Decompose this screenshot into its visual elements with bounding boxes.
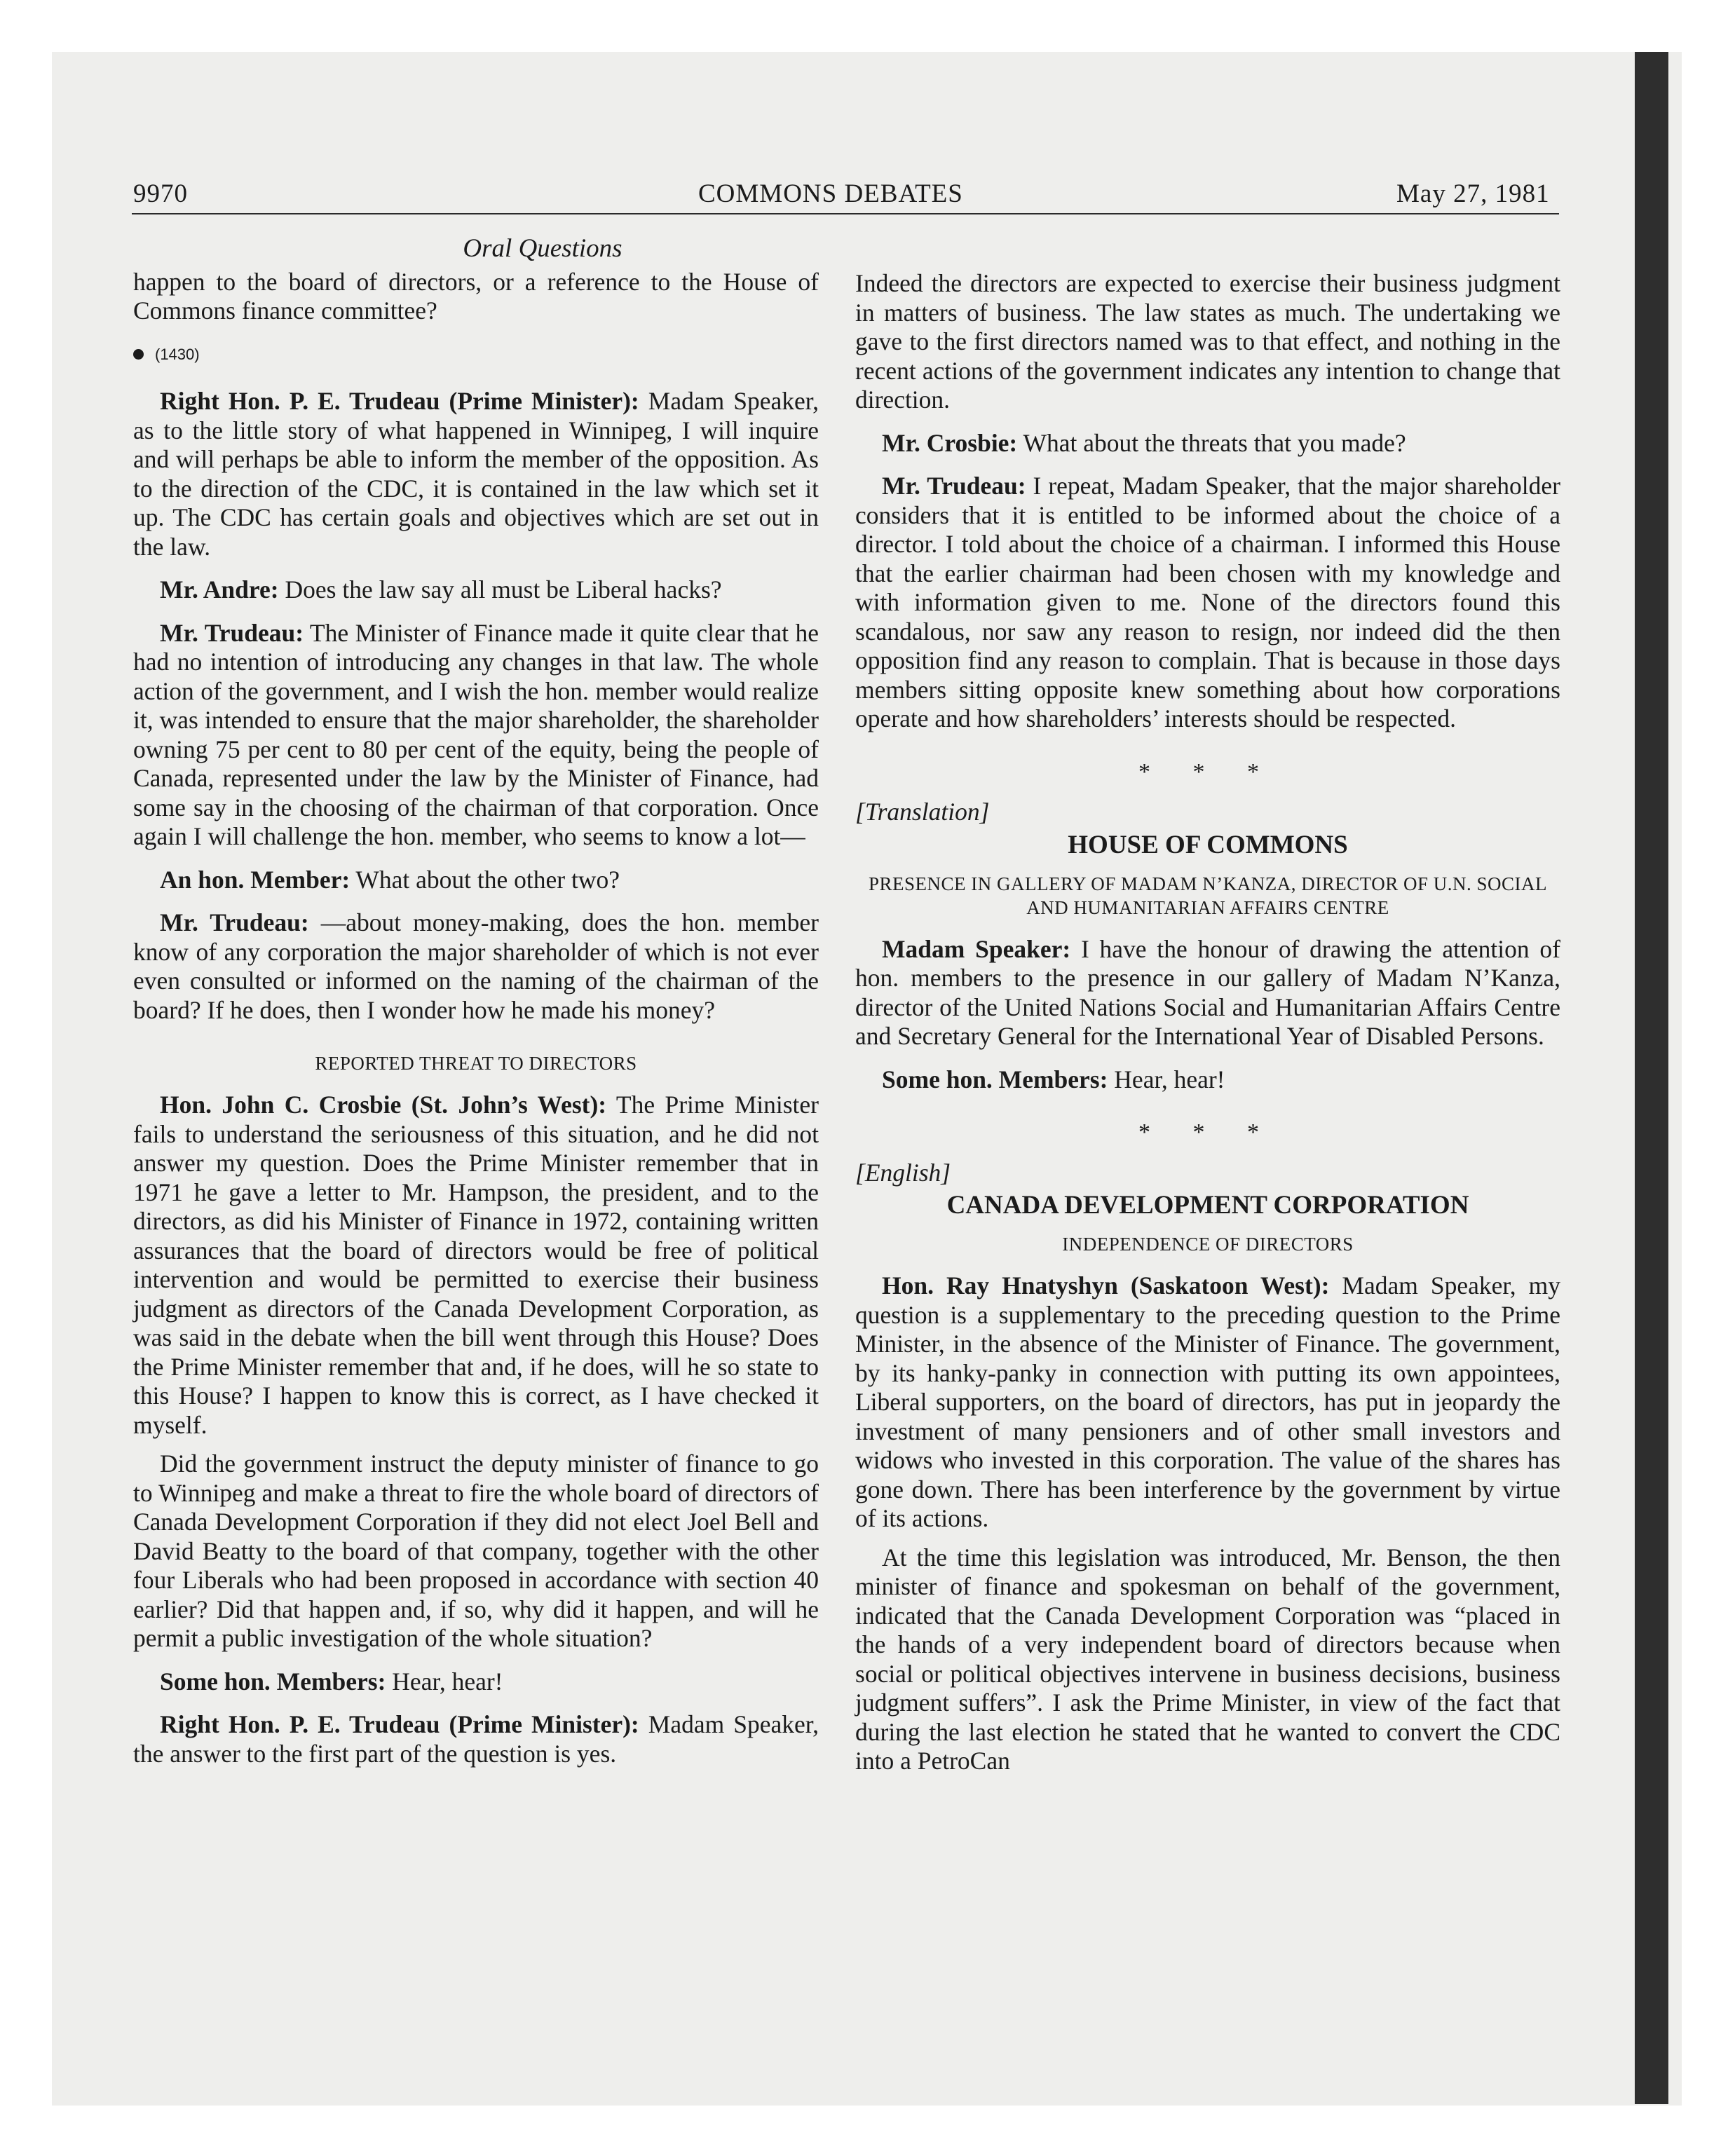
speech-text: —about money-making, does the hon. member know of any corporation the major shareholder of which is not ever even consulted or informed on the naming of the chairman of the board? If he does, then I wonder how he made his money? bbox=[133, 908, 819, 1024]
speaker-name: Mr. Trudeau: bbox=[160, 618, 304, 647]
speaker-name: Madam Speaker: bbox=[882, 934, 1071, 963]
page-number: 9970 bbox=[133, 179, 188, 208]
speaker-name: Mr. Andre: bbox=[160, 575, 279, 603]
section-label: Oral Questions bbox=[463, 234, 622, 263]
paragraph bbox=[855, 935, 1560, 1051]
speaker-name: Hon. John C. Crosbie (St. John’s West): bbox=[160, 1091, 607, 1119]
speech-text: I repeat, Madam Speaker, that the major shareholder considers that it is entitled to be informed about the choice of a director. I told about the choice of a chairman. I informed this House that the earlier chairman had been chosen with my knowledge and with information given to me. None of the directors found this scandalous, nor saw any reason to resign, nor indeed did the then opposition find any reason to complain. That is because in those days members sitting opposite knew something about how corporations operate and how shareholders’ interests should be respected. bbox=[855, 472, 1560, 732]
speaker-name: Right Hon. P. E. Trudeau (Prime Minister): bbox=[160, 1710, 639, 1738]
bullet-icon bbox=[133, 349, 144, 360]
speech-text: Does the law say all must be Liberal hacks? bbox=[278, 575, 722, 603]
publication-date: May 27, 1981 bbox=[1396, 179, 1550, 208]
speaker-name: Hon. Ray Hnatyshyn (Saskatoon West): bbox=[882, 1271, 1330, 1299]
paragraph: Did the government instruct the deputy minister of finance to go to Winnipeg and make a threat to fire the whole board of directors of Canada Development Corporation if they did not elect Joel Bell and David Beatty to the board of that company, together with the other four Liberals who had been proposed in accordance with section 40 earlier? Did that happen and, if so, why did it happen, and will he permit a public investigation of the whole situation? bbox=[133, 1449, 819, 1652]
speaker-name: An hon. Member: bbox=[160, 865, 351, 894]
speaker-name: Some hon. Members: bbox=[160, 1667, 386, 1696]
paragraph bbox=[133, 619, 819, 852]
paragraph: Indeed the directors are expected to exercise their business judgment in matters of business. The law states as much. The undertaking we gave to the first directors named was to that effect, and nothing in the recent actions of the government indicates any intention to change that direction. bbox=[855, 269, 1560, 414]
heading-house-of-commons: HOUSE OF COMMONS bbox=[1068, 830, 1348, 859]
speaker-name: Mr. Trudeau: bbox=[160, 908, 309, 936]
section-separator: * * * bbox=[1138, 1119, 1277, 1145]
scan-edge-shadow bbox=[1635, 52, 1668, 2104]
speech-text: Madam Speaker, my question is a supplementary to the preceding question to the Prime Minister, in the absence of the Minister of Finance. The government, by its hanky-panky in connection with putting its own appointees, Liberal supporters, on the board of directors, has put in jeopardy the investment of many pensioners and of other small investors and widows who invested in this corporation. The value of the shares has gone down. There has been interference by the government by virtue of its actions. bbox=[855, 1271, 1560, 1532]
heading-canada-development-corporation: CANADA DEVELOPMENT CORPORATION bbox=[946, 1191, 1469, 1220]
paragraph bbox=[133, 908, 819, 1025]
time-marker bbox=[133, 340, 819, 369]
language-note-english: [English] bbox=[855, 1158, 951, 1187]
left-column bbox=[133, 234, 819, 1782]
paragraph bbox=[855, 1065, 1560, 1095]
speaker-name: Right Hon. P. E. Trudeau (Prime Minister): bbox=[160, 387, 639, 415]
paragraph bbox=[133, 866, 819, 895]
speech-text: The Minister of Finance made it quite clear that he had no intention of introducing any changes in that law. The whole action of the government, and I wish the hon. member would realize it, was intended to ensure that the major shareholder, the shareholder owning 75 per cent to 80 per cent of the equity, being the people of Canada, represented under the law by the Minister of Finance, had some say in the choosing of the chairman of that corporation. Once again I will challenge the hon. member, who seems to know a lot— bbox=[133, 618, 819, 850]
paragraph bbox=[133, 575, 819, 605]
paragraph bbox=[855, 429, 1560, 458]
header-rule bbox=[132, 213, 1559, 214]
time-marker-label: (1430) bbox=[155, 345, 200, 363]
speech-text: Madam Speaker, as to the little story of what happened in Winnipeg, I will inquire and will perhaps be able to inform the member of the opposition. As to the direction of the CDC, it is contained in the law which set it up. The CDC has certain goals and objectives which are set out in the law. bbox=[133, 387, 819, 561]
paragraph bbox=[133, 1091, 819, 1440]
paragraph: At the time this legislation was introduced, Mr. Benson, the then minister of finance and spokesman on behalf of the government, indicated that the Canada Development Corporation was “placed in the hands of a very independent board of directors because when social or political objectives intervene in business decisions, business judgment suffers”. I ask the Prime Minister, in view of the fact that during the last election he stated that he wanted to convert the CDC into a PetroCan bbox=[855, 1543, 1560, 1775]
right-column bbox=[855, 269, 1560, 1790]
speech-text: Madam Speaker, the answer to the first part of the question is yes. bbox=[133, 1710, 819, 1768]
paragraph bbox=[133, 1710, 819, 1768]
speaker-name: Some hon. Members: bbox=[882, 1065, 1108, 1093]
publication-title: COMMONS DEBATES bbox=[698, 179, 963, 208]
paragraph bbox=[133, 1667, 819, 1697]
paragraph: happen to the board of directors, or a reference to the House of Commons finance committee? bbox=[133, 267, 819, 325]
subheading-independence-of-directors: INDEPENDENCE OF DIRECTORS bbox=[1062, 1234, 1354, 1255]
speaker-name: Mr. Crosbie: bbox=[882, 428, 1018, 457]
language-note-translation: [Translation] bbox=[855, 798, 990, 826]
speech-text: Hear, hear! bbox=[386, 1667, 503, 1696]
subheading-presence-in-gallery: PRESENCE IN GALLERY OF MADAM N’KANZA, DIRECTOR OF U.N. SOCIAL AND HUMANITARIAN AFFAIRS CENTRE bbox=[868, 873, 1548, 918]
paragraph bbox=[133, 387, 819, 561]
paragraph bbox=[855, 1271, 1560, 1534]
subheading-reported-threat: REPORTED THREAT TO DIRECTORS bbox=[315, 1053, 637, 1074]
section-separator: * * * bbox=[1138, 758, 1277, 785]
speech-text: What about the threats that you made? bbox=[1017, 428, 1406, 457]
speech-text: What about the other two? bbox=[350, 865, 620, 894]
speech-text: Hear, hear! bbox=[1108, 1065, 1225, 1093]
paragraph bbox=[855, 472, 1560, 734]
speech-text: The Prime Minister fails to understand the seriousness of this situation, and he did not answer my question. Does the Prime Minister remember that in 1971 he gave a letter to Mr. Hampson, the president, and to the directors, as did his Minister of Finance in 1972, containing written assurances that the board of directors would be free of political intervention and would be permitted to exercise their business judgment as directors of the Canada Development Corporation, as was said in the debate when the bill went through this House? Does the Prime Minister remember that and, if he does, will he so state to this House? I happen to know this is correct, as I have checked it myself. bbox=[133, 1091, 819, 1439]
speaker-name: Mr. Trudeau: bbox=[882, 472, 1026, 500]
speech-text: I have the honour of drawing the attention of hon. members to the presence in our gallery of Madam N’Kanza, director of the United Nations Social and Humanitarian Affairs Centre and Secretary General for the International Year of Disabled Persons. bbox=[855, 934, 1560, 1050]
